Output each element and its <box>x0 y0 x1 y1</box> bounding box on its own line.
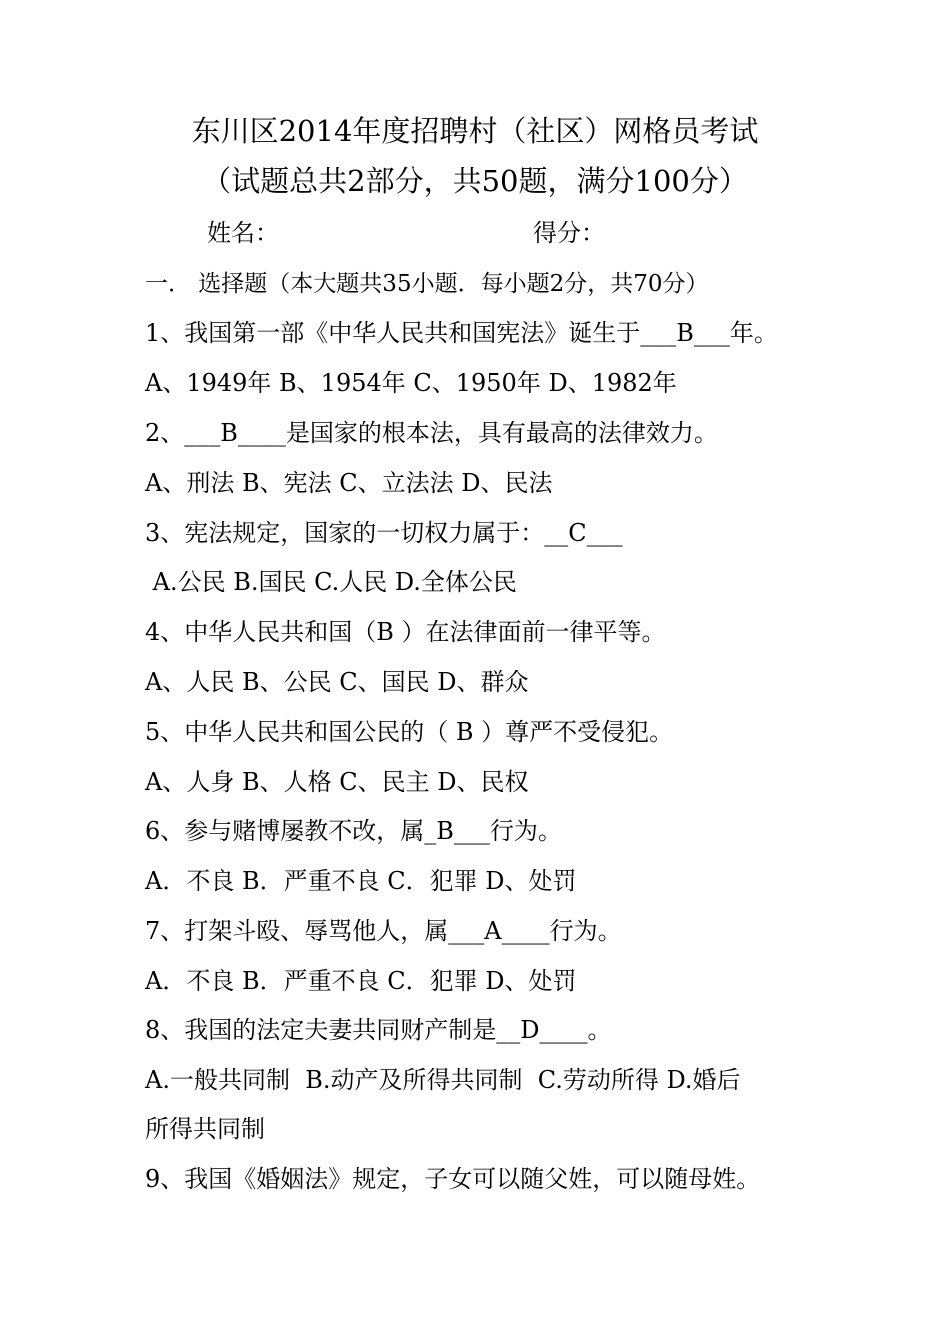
question-9: 9、我国《婚姻法》规定，子女可以随父姓，可以随母姓。 <box>145 1165 761 1193</box>
question-5: 5、中华人民共和国公民的（ B ）尊严不受侵犯。 <box>145 718 674 746</box>
options-4: A、人民 B、公民 C、国民 D、群众 <box>145 668 529 696</box>
question-4: 4、中华人民共和国（B ）在法律面前一律平等。 <box>145 618 666 646</box>
options-5: A、人身 B、人格 C、民主 D、民权 <box>145 768 529 796</box>
options-8-continued: 所得共同制 <box>145 1115 265 1143</box>
options-1: A、1949年 B、1954年 C、1950年 D、1982年 <box>145 369 677 397</box>
options-3: A.公民 B.国民 C.人民 D.全体公民 <box>145 568 517 596</box>
options-8: A.一般共同制 B.动产及所得共同制 C.劳动所得 D.婚后 <box>145 1066 741 1094</box>
section-heading: 一． 选择题（本大题共35小题．每小题2分，共70分） <box>145 271 709 297</box>
question-6: 6、参与赌博屡教不改，属_B___行为。 <box>145 817 562 845</box>
document-title: 东川区2014年度招聘村（社区）网格员考试 <box>191 114 759 148</box>
name-label: 姓名： <box>207 219 279 247</box>
question-2: 2、___B____是国家的根本法，具有最高的法律效力。 <box>145 419 718 447</box>
question-3: 3、宪法规定，国家的一切权力属于：__C___ <box>145 519 623 547</box>
options-6: A．不良 B．严重不良 C．犯罪 D、处罚 <box>145 867 577 895</box>
options-2: A、刑法 B、宪法 C、立法法 D、民法 <box>145 469 553 497</box>
document-subtitle: （试题总共2部分，共50题，满分100分） <box>202 164 748 198</box>
score-label: 得分： <box>533 219 605 247</box>
question-7: 7、打架斗殴、辱骂他人，属___A____行为。 <box>145 917 622 945</box>
question-1: 1、我国第一部《中华人民共和国宪法》诞生于___B___年。 <box>145 319 778 347</box>
options-7: A．不良 B．严重不良 C．犯罪 D、处罚 <box>145 967 577 995</box>
question-8: 8、我国的法定夫妻共同财产制是__D____。 <box>145 1016 612 1044</box>
